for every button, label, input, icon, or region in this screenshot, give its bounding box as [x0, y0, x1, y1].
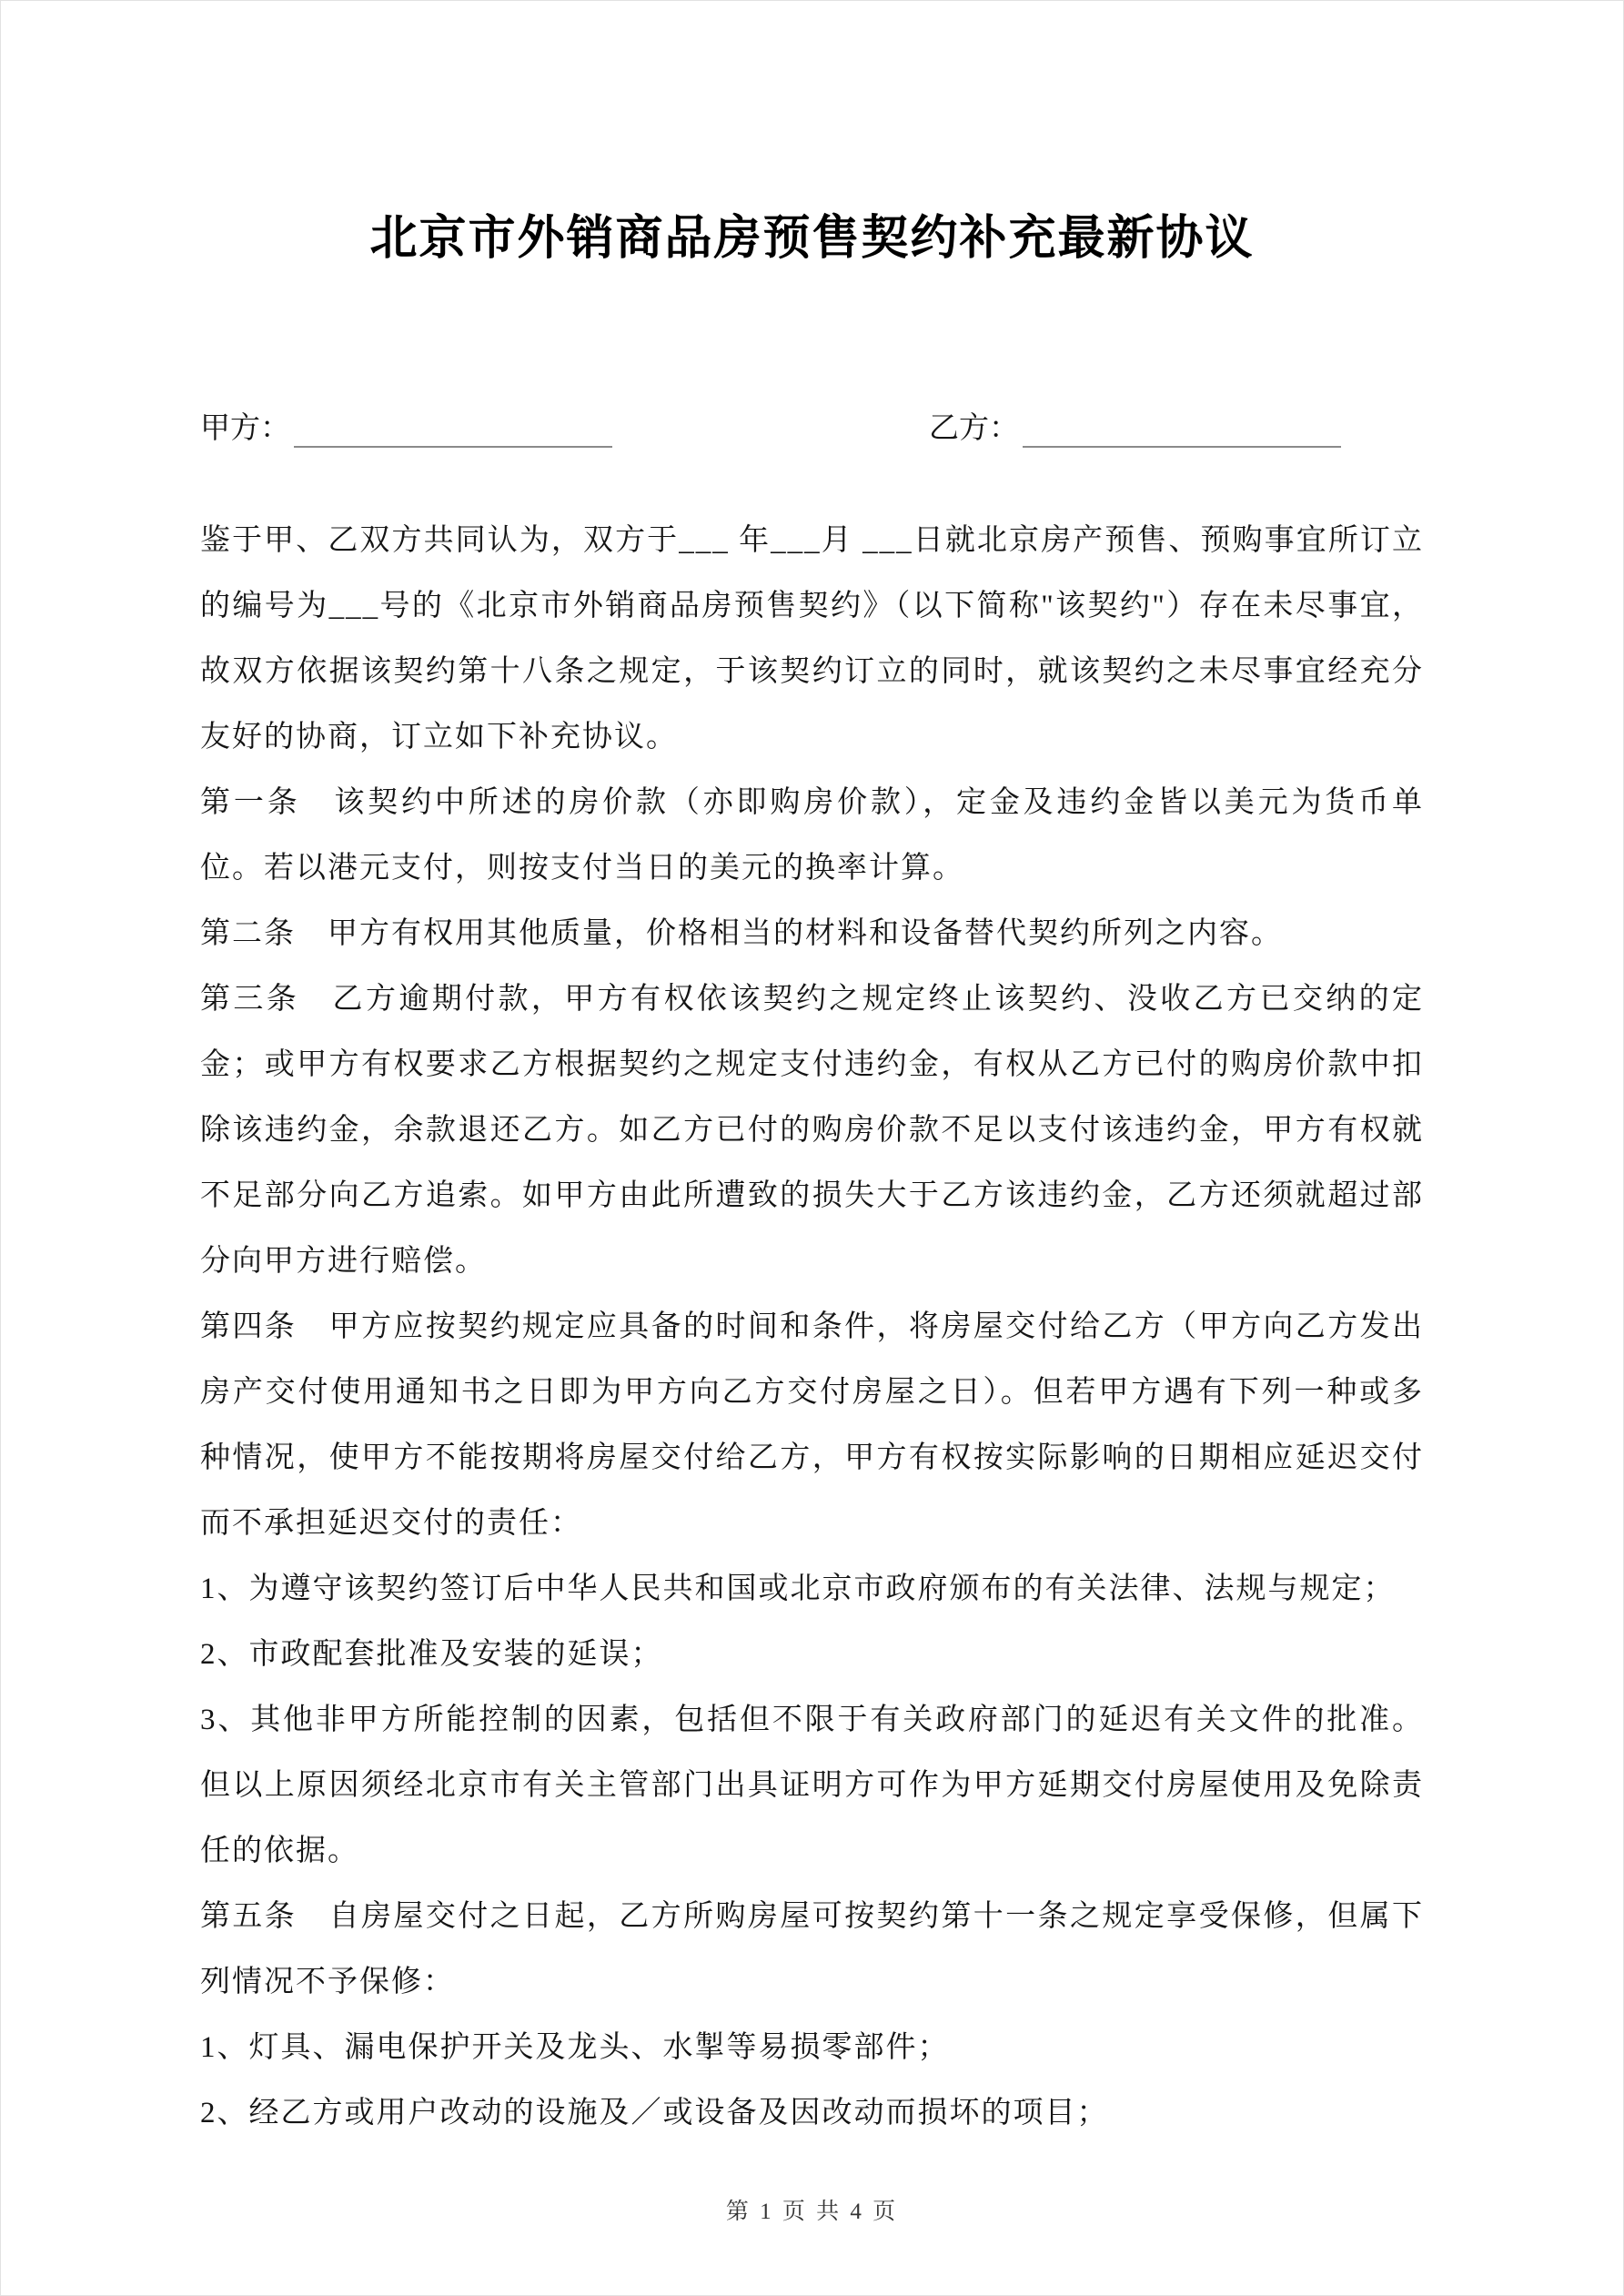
party-b-blank: [1023, 413, 1341, 448]
paragraph-article-4-item-2: 2、市政配套批准及安装的延误；: [200, 1637, 663, 1671]
paragraph-article-4: 第四条 甲方应按契约规定应具备的时间和条件，将房屋交付给乙方（甲方向乙方发出房产交付使用通知书之日即为甲方向乙方交付房屋之日）。但若甲方遇有下列一种或多种情况，使甲方不能按期将房屋交付给乙方，甲方有权按实际影响的日期相应延迟交付而不承担延迟交付的责任：: [200, 1310, 1424, 1540]
paragraph-article-4-item-1: 1、为遵守该契约签订后中华人民共和国或北京市政府颁布的有关法律、法规与规定；: [200, 1572, 1396, 1605]
paragraph-article-4-item-3: 3、其他非甲方所能控制的因素，包括但不限于有关政府部门的延迟有关文件的批准。但以上原因须经北京市有关主管部门出具证明方可作为甲方延期交付房屋使用及免除责任的依据。: [200, 1703, 1424, 1867]
page-footer: 第 1 页 共 4 页: [725, 2200, 899, 2224]
contract-body: [200, 508, 1424, 2146]
party-a-blank: [294, 413, 612, 448]
paragraph-article-2: 第二条 甲方有权用其他质量，价格相当的材料和设备替代契约所列之内容。: [200, 916, 1283, 950]
paragraph-article-3: 第三条 乙方逾期付款，甲方有权依该契约之规定终止该契约、没收乙方已交纳的定金；或甲方有权要求乙方根据契约之规定支付违约金，有权从乙方已付的购房价款中扣除该违约金，余款退还乙方。如乙方已付的购房价款不足以支付该违约金，甲方有权就不足部分向乙方追索。如甲方由此所遭致的损失大于乙方该违约金，乙方还须就超过部分向甲方进行赔偿。: [200, 982, 1424, 1278]
party-b-label: 乙方：: [929, 412, 1019, 445]
document-content: [200, 1, 1424, 2146]
paragraph-article-5: 第五条 自房屋交付之日起，乙方所购房屋可按契约第十一条之规定享受保修，但属下列情况不予保修：: [200, 1899, 1424, 1998]
party-a-label: 甲方：: [200, 412, 290, 445]
paragraph-article-5-item-1: 1、灯具、漏电保护开关及龙头、水掣等易损零部件；: [200, 2030, 950, 2064]
document-title: 北京市外销商品房预售契约补充最新协议: [369, 213, 1255, 265]
paragraph-article-5-item-2: 2、经乙方或用户改动的设施及／或设备及因改动而损坏的项目；: [200, 2096, 1109, 2129]
paragraph-preamble: 鉴于甲、乙双方共同认为，双方于___ 年___月 ___日就北京房产预售、预购事宜所订立的编号为___号的《北京市外销商品房预售契约》（以下简称"该契约"）存在未尽事宜，故双方依据该契约第十八条之规定，于该契约订立的同时，就该契约之未尽事宜经充分友好的协商，订立如下补充协议。: [200, 523, 1424, 754]
party-a-field: [200, 411, 612, 448]
parties-row: [200, 411, 1424, 448]
party-b-field: [929, 411, 1341, 448]
paragraph-article-1: 第一条 该契约中所述的房价款（亦即购房价款），定金及违约金皆以美元为货币单位。若以港元支付，则按支付当日的美元的换率计算。: [200, 785, 1424, 885]
